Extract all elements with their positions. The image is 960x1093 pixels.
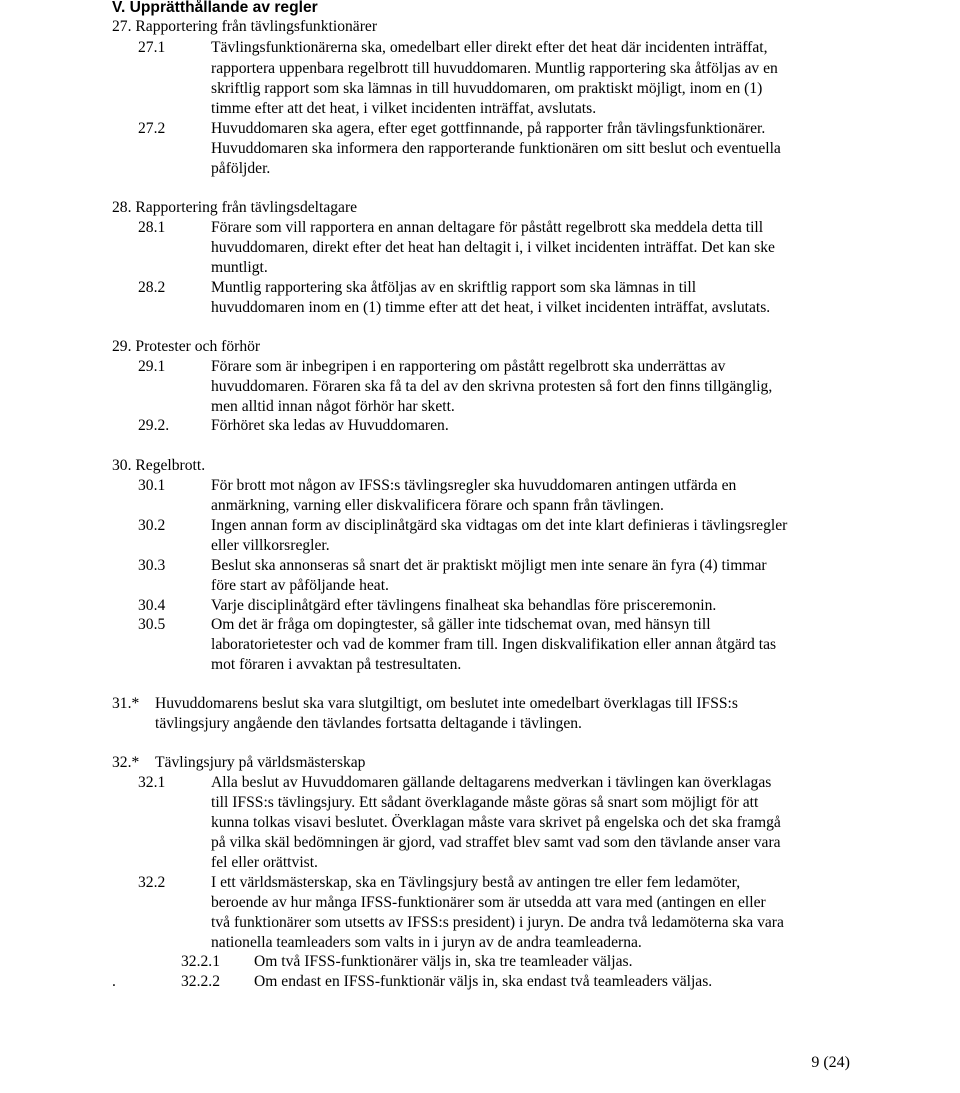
item-text: till IFSS:s tävlingsjury. Ett sådant överklagande måste göras så snart som möjligt för att [211,794,759,811]
item-text: nationella teamleaders som valts in i juryn av de andra teamleaderna. [211,934,642,951]
item-text: Alla beslut av Huvuddomaren gällande deltagarens medverkan i tävlingen kan överklagas [211,774,772,791]
item-number: 30.4 [138,597,166,614]
item-text: tävlingsjury angående den tävlandes fortsatta deltagande i tävlingen. [155,715,582,732]
page-number: 9 (24) [811,1054,850,1071]
item-text: skriftlig rapport som ska lämnas in till huvuddomaren, om praktiskt möjligt, inom en (1) [211,80,763,97]
item-text: huvuddomaren. Föraren ska få ta del av den skrivna protesten så fort den finns tillgänglig, [211,378,773,395]
item-text: anmärkning, varning eller diskvalificera förare och spann från tävlingen. [211,497,664,514]
item-number: 32.2.2 [181,973,220,990]
item-text: beroende av hur många IFSS-funktionärer som är utsedda att vara med (antingen en eller [211,894,766,911]
item-text: Muntlig rapportering ska åtföljas av en skriftlig rapport som ska lämnas in till [211,279,697,296]
item-text: men alltid innan något förhör har skett. [211,398,455,415]
section-heading-30: 30. Regelbrott. [112,457,206,474]
item-number: 30.2 [138,517,166,534]
stray-dot: . [112,973,116,990]
item-number: 27.2 [138,120,166,137]
item-text: före start av påföljande heat. [211,577,389,594]
item-text: på vilka skäl bedömningen är gjord, vad straffet blev samt vad som den tävlande anser vara [211,834,781,851]
item-text: rapportera uppenbara regelbrott till huvuddomaren. Muntlig rapportering ska åtföljas av en [211,60,778,77]
item-number: 32.2 [138,874,166,891]
item-text: Förare som är inbegripen i en rapportering om påstått regelbrott ska underrättas av [211,358,726,375]
item-number: 29.2. [138,417,170,434]
section-heading-32: Tävlingsjury på världsmästerskap [155,754,366,771]
section-heading-27: 27. Rapportering från tävlingsfunktionärer [112,18,378,35]
item-text: huvuddomaren inom en (1) timme efter att det heat, i vilket incidenten inträffat, avslutats. [211,299,771,316]
item-text: Varje disciplinåtgärd efter tävlingens finalheat ska behandlas före prisceremonin. [211,597,717,614]
item-text: Huvuddomaren ska agera, efter eget gottfinnande, på rapporter från tävlingsfunktionärer. [211,120,766,137]
item-text: Förhöret ska ledas av Huvuddomaren. [211,417,449,434]
item-text: kunna tolkas visavi beslutet. Överklagan måste vara skrivet på engelska och det ska framgå [211,814,781,831]
item-text: Om två IFSS-funktionärer väljs in, ska tre teamleader väljas. [254,953,633,970]
item-text: två funktionärer som utsetts av IFSS:s president) i juryn. De andra två ledamöterna ska vara [211,914,784,931]
item-text: Ingen annan form av disciplinåtgärd ska vidtagas om det inte klart definieras i tävlingsregler [211,517,788,534]
item-text: Huvuddomarens beslut ska vara slutgiltigt, om beslutet inte omedelbart överklagas till IFSS:s [155,695,738,712]
item-number: 32.2.1 [181,953,220,970]
item-text: Förare som vill rapportera en annan deltagare för påstått regelbrott ska meddela detta till [211,219,764,236]
item-text: muntligt. [211,259,268,276]
item-text: Om det är fråga om dopingtester, så gäller inte tidschemat ovan, med hänsyn till [211,616,711,633]
item-text: mot föraren i avvaktan på testresultaten. [211,656,462,673]
item-number: 28.1 [138,219,166,236]
item-text: påföljder. [211,160,271,177]
section-heading-28: 28. Rapportering från tävlingsdeltagare [112,199,358,216]
item-text: Tävlingsfunktionärerna ska, omedelbart eller direkt efter det heat där incidenten inträffat, [211,39,768,56]
item-text: eller villkorsregler. [211,537,330,554]
item-text: timme efter att det heat, i vilket incidenten inträffat, avslutats. [211,100,597,117]
item-number: 27.1 [138,39,166,56]
item-number: 29.1 [138,358,166,375]
item-number: 30.3 [138,557,166,574]
item-text: För brott mot någon av IFSS:s tävlingsregler ska huvuddomaren antingen utfärda en [211,477,737,494]
item-text: fel eller orättvist. [211,854,318,871]
item-text: huvuddomaren, direkt efter det heat han deltagit i, i vilket incidenten inträffat. Det kan ske [211,239,775,256]
section-number-32: 32.* [112,754,140,771]
item-number: 28.2 [138,279,166,296]
item-text: Huvuddomaren ska informera den rapporterande funktionären om sitt beslut och eventuella [211,140,781,157]
item-number: 30.5 [138,616,166,633]
item-number: 32.1 [138,774,166,791]
section-heading-29: 29. Protester och förhör [112,338,261,355]
item-text: laboratorietester och vad de kommer fram till. Ingen diskvalifikation eller annan åtgärd tas [211,636,777,653]
item-text: Om endast en IFSS-funktionär väljs in, ska endast två teamleaders väljas. [254,973,713,990]
section-number-31: 31.* [112,695,140,712]
item-text: Beslut ska annonseras så snart det är praktiskt möjligt men inte senare än fyra (4) timmar [211,557,767,574]
chapter-title: V. Upprätthållande av regler [112,0,318,16]
item-text: I ett världsmästerskap, ska en Tävlingsjury bestå av antingen tre eller fem ledamöter, [211,874,741,891]
item-number: 30.1 [138,477,166,494]
